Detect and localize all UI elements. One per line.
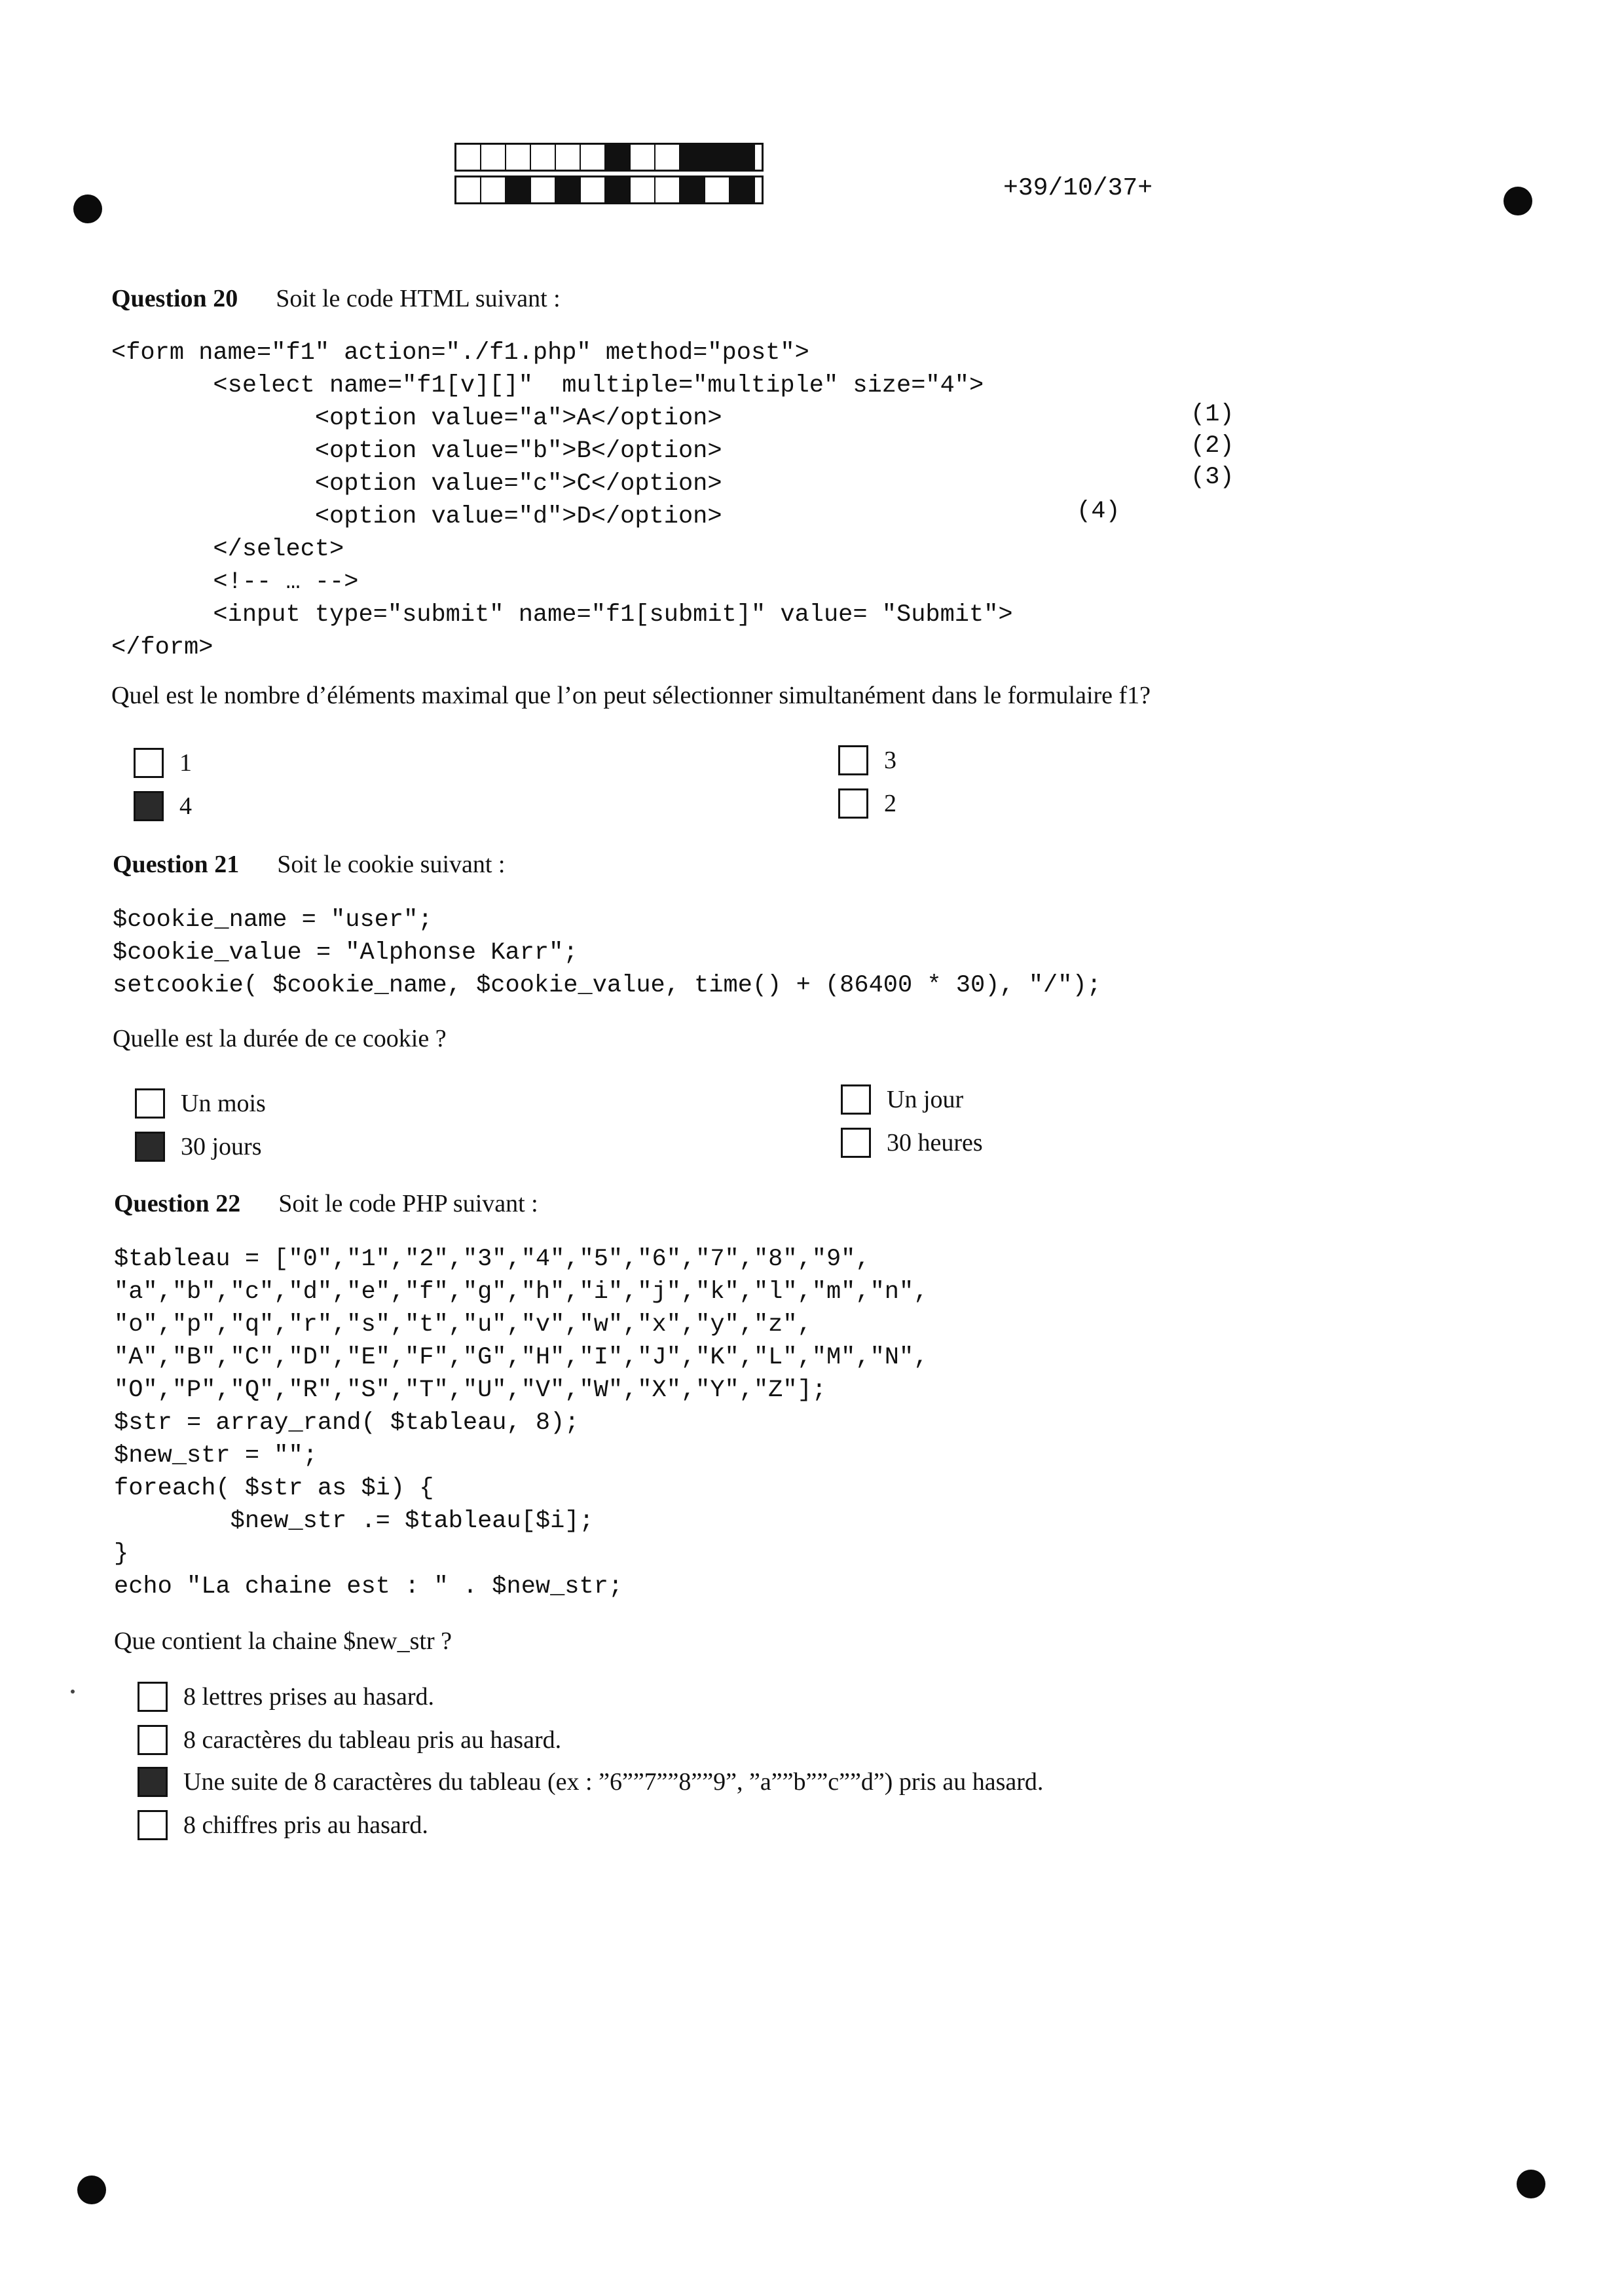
question-21-label: Question 21 — [113, 851, 240, 878]
registration-mark-bottom-left — [77, 2176, 106, 2204]
checkbox[interactable] — [135, 1088, 165, 1119]
answer-option-label: Un jour — [887, 1086, 964, 1113]
code-bar-cell — [655, 177, 680, 202]
code-line: $cookie_value = "Alphonse Karr"; — [113, 939, 578, 967]
answer-option[interactable] — [838, 745, 896, 775]
code-bar-cell — [680, 145, 705, 170]
question-22-label: Question 22 — [114, 1190, 241, 1217]
answer-option[interactable] — [135, 1132, 262, 1162]
answer-option[interactable] — [841, 1084, 963, 1115]
code-line: </form> — [111, 634, 213, 661]
checked-checkbox[interactable] — [134, 791, 164, 821]
question-22-intro: Soit le code PHP suivant : — [278, 1190, 538, 1217]
answer-option[interactable] — [138, 1682, 434, 1712]
answer-option-label: 8 lettres prises au hasard. — [183, 1683, 435, 1711]
code-bar-cell — [730, 145, 755, 170]
code-bar-cell — [606, 145, 631, 170]
exam-code-bar-top — [454, 143, 764, 172]
code-line: $new_str = ""; — [114, 1442, 318, 1470]
code-bar-cell — [556, 145, 581, 170]
code-bar-cell — [531, 145, 556, 170]
code-line: </select> — [111, 536, 344, 563]
code-bar-cell — [581, 145, 606, 170]
code-line: $new_str .= $tableau[$i]; — [114, 1508, 594, 1535]
question-20-label: Question 20 — [111, 285, 238, 312]
checkbox[interactable] — [138, 1725, 168, 1755]
question-20-intro: Soit le code HTML suivant : — [276, 285, 561, 312]
code-line: foreach( $str as $i) { — [114, 1475, 434, 1502]
code-line: $tableau = ["0","1","2","3","4","5","6","7","8","9", — [114, 1246, 870, 1273]
code-line: $cookie_name = "user"; — [113, 906, 433, 934]
answer-option-label: 3 — [884, 747, 896, 774]
answer-option-label: 8 caractères du tableau pris au hasard. — [183, 1726, 562, 1754]
exam-code-bar-bottom — [454, 176, 764, 204]
registration-mark-top-right — [1504, 187, 1532, 215]
code-bar-cell — [705, 177, 730, 202]
answer-option[interactable] — [134, 748, 192, 778]
checkbox[interactable] — [841, 1128, 871, 1158]
line-number: (2) — [1190, 432, 1234, 460]
registration-mark-top-left — [73, 194, 102, 223]
code-bar-cell — [506, 145, 531, 170]
code-line: <option value="c">C</option> — [111, 470, 722, 498]
code-line: <select name="f1[v][]" multiple="multiple" size="4"> — [111, 372, 984, 399]
code-line: "a","b","c","d","e","f","g","h","i","j","k","l","m","n", — [114, 1278, 929, 1306]
question-21-header — [113, 850, 506, 879]
answer-option[interactable] — [838, 788, 896, 819]
question-21-intro: Soit le cookie suivant : — [277, 851, 506, 878]
code-line: <!-- … --> — [111, 568, 359, 596]
answer-option[interactable] — [134, 791, 192, 821]
checked-checkbox[interactable] — [135, 1132, 165, 1162]
checkbox[interactable] — [138, 1682, 168, 1712]
code-line: $str = array_rand( $tableau, 8); — [114, 1409, 580, 1437]
question-22-header — [114, 1189, 538, 1218]
checkbox[interactable] — [838, 745, 868, 775]
code-line: "A","B","C","D","E","F","G","H","I","J","K","L","M","N", — [114, 1344, 929, 1371]
code-line: <option value="a">A</option> — [111, 405, 722, 432]
answer-option[interactable] — [841, 1128, 983, 1158]
answer-option[interactable] — [138, 1767, 1043, 1797]
scan-speck — [71, 1690, 75, 1694]
code-bar-cell — [481, 177, 506, 202]
code-bar-cell — [581, 177, 606, 202]
line-number: (1) — [1190, 401, 1234, 428]
checkbox[interactable] — [138, 1810, 168, 1840]
answer-option[interactable] — [138, 1725, 561, 1755]
question-21-code — [113, 904, 1101, 1002]
question-20-code — [111, 337, 1013, 664]
code-bar-cell — [531, 177, 556, 202]
code-bar-cell — [506, 177, 531, 202]
code-bar-cell — [456, 145, 481, 170]
code-line: <form name="f1" action="./f1.php" method="post"> — [111, 339, 809, 367]
question-22-code — [114, 1243, 928, 1603]
code-line: echo "La chaine est : " . $new_str; — [114, 1573, 623, 1601]
code-bar-cell — [556, 177, 581, 202]
answer-option-label: 2 — [884, 790, 896, 817]
question-20-header — [111, 284, 561, 313]
answer-option[interactable] — [135, 1088, 266, 1119]
answer-option-label: 30 heures — [887, 1129, 983, 1157]
code-bar-cell — [680, 177, 705, 202]
checked-checkbox[interactable] — [138, 1767, 168, 1797]
code-line: "o","p","q","r","s","t","u","v","w","x","y","z", — [114, 1311, 812, 1339]
code-line: <option value="d">D</option> — [111, 503, 722, 530]
answer-option-label: 30 jours — [181, 1133, 262, 1160]
question-20-prompt: Quel est le nombre d’éléments maximal que l’on peut sélectionner simultanément dans le formulaire f1? — [111, 682, 1151, 709]
exam-id: +39/10/37+ — [1003, 174, 1153, 202]
checkbox[interactable] — [134, 748, 164, 778]
checkbox[interactable] — [841, 1084, 871, 1115]
registration-mark-bottom-right — [1517, 2170, 1545, 2198]
code-bar-cell — [730, 177, 755, 202]
code-bar-cell — [456, 177, 481, 202]
answer-option-label: Une suite de 8 caractères du tableau (ex : ”6””7””8””9”, ”a””b””c””d”) pris au hasard. — [183, 1768, 1044, 1796]
code-line: } — [114, 1540, 129, 1568]
answer-option-label: Un mois — [181, 1090, 266, 1117]
code-line: setcookie( $cookie_name, $cookie_value, time() + (86400 * 30), "/"); — [113, 972, 1101, 999]
answer-option-label: 1 — [179, 749, 192, 777]
code-bar-cell — [655, 145, 680, 170]
question-21-prompt: Quelle est la durée de ce cookie ? — [113, 1025, 447, 1052]
answer-option-label: 4 — [179, 792, 192, 820]
code-line: "O","P","Q","R","S","T","U","V","W","X","Y","Z"]; — [114, 1377, 826, 1404]
code-line: <input type="submit" name="f1[submit]" value= "Submit"> — [111, 601, 1013, 629]
code-bar-cell — [631, 177, 655, 202]
line-number: (4) — [1077, 498, 1120, 525]
code-bar-cell — [631, 145, 655, 170]
code-bar-cell — [705, 145, 730, 170]
line-number: (3) — [1190, 464, 1234, 491]
code-bar-cell — [606, 177, 631, 202]
checkbox[interactable] — [838, 788, 868, 819]
answer-option[interactable] — [138, 1810, 428, 1840]
question-22-prompt: Que contient la chaine $new_str ? — [114, 1627, 452, 1655]
code-bar-cell — [481, 145, 506, 170]
answer-option-label: 8 chiffres pris au hasard. — [183, 1811, 428, 1839]
code-line: <option value="b">B</option> — [111, 437, 722, 465]
